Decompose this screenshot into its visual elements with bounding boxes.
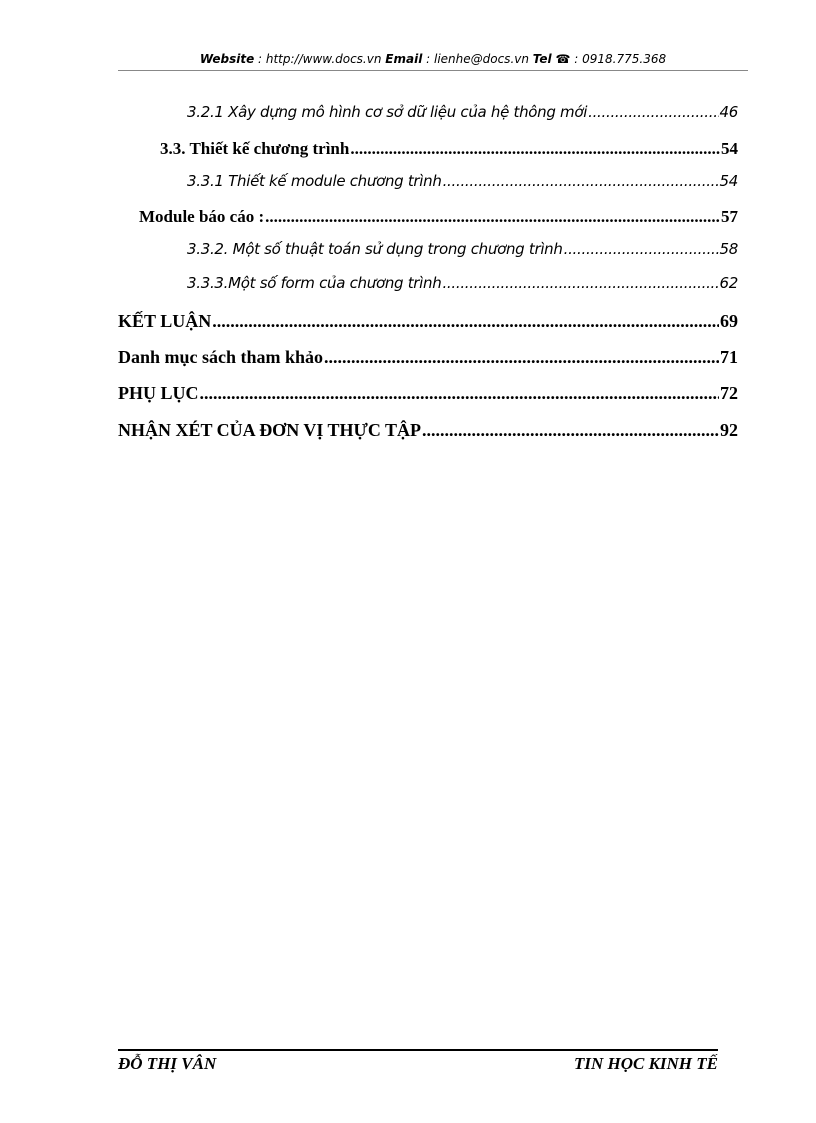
toc-entry-title: 3.2.1 Xây dựng mô hình cơ sở dữ liệu của hệ thông mới	[187, 103, 588, 121]
toc-entry-page: 71	[720, 347, 738, 367]
toc-entry-title: KẾT LUẬN	[118, 311, 212, 331]
email-address: : lienhe@docs.vn	[422, 52, 533, 66]
toc-entry-page: 54	[721, 139, 738, 158]
toc-entry[interactable]	[187, 103, 738, 121]
toc-leader-dots	[588, 103, 718, 121]
toc-entry-title: PHỤ LỤC	[118, 383, 199, 403]
toc-entry-page: 46	[719, 103, 738, 121]
toc-entry[interactable]	[118, 420, 738, 441]
toc-entry-page: 57	[721, 207, 738, 226]
toc-entry[interactable]	[118, 311, 738, 332]
toc-entry-page: 54	[719, 172, 738, 190]
toc-leader-dots	[442, 274, 718, 292]
toc-leader-dots	[200, 383, 720, 404]
website-url: : http://www.docs.vn	[254, 52, 386, 66]
toc-entry-title: NHẬN XÉT CỦA ĐƠN VỊ THỰC TẬP	[118, 420, 422, 440]
phone-icon: ☎	[555, 52, 571, 66]
toc-entry-title: 3.3.1 Thiết kế module chương trình	[187, 172, 442, 190]
toc-entry[interactable]	[187, 240, 738, 258]
toc-entry-page: 62	[719, 274, 738, 292]
toc-leader-dots	[324, 347, 719, 368]
toc-entry-title: Danh mục sách tham khảo	[118, 347, 324, 367]
toc-entry-page: 69	[720, 311, 738, 331]
toc-leader-dots	[350, 139, 720, 159]
toc-entry-title: Module báo cáo :	[139, 207, 265, 226]
toc-entry[interactable]	[139, 207, 738, 227]
footer-department: TIN HỌC KINH TẾ	[573, 1054, 718, 1073]
toc-entry-title: 3.3. Thiết kế chương trình	[160, 139, 350, 158]
toc-leader-dots	[443, 172, 719, 190]
footer-author: ĐỖ THỊ VÂN	[118, 1054, 217, 1073]
toc-entry[interactable]	[118, 347, 738, 368]
page-header	[118, 50, 748, 68]
toc-leader-dots	[212, 311, 719, 332]
tel-label: Tel	[532, 52, 552, 66]
toc-entry[interactable]	[187, 274, 738, 292]
toc-entry[interactable]	[187, 172, 738, 190]
toc-entry-page: 92	[720, 420, 738, 440]
email-label: Email	[385, 52, 423, 66]
toc-entry-title: 3.3.3.Một số form của chương trình	[187, 274, 442, 292]
tel-number: : 0918.775.368	[570, 52, 667, 66]
website-label: Website	[199, 52, 255, 66]
toc-entry-page: 72	[720, 383, 738, 403]
toc-leader-dots	[564, 240, 719, 258]
toc-leader-dots	[422, 420, 719, 441]
header-divider	[118, 70, 748, 71]
toc-entry[interactable]	[160, 139, 738, 159]
toc-entry[interactable]	[118, 383, 738, 404]
toc-leader-dots	[265, 207, 720, 227]
toc-entry-title: 3.3.2. Một số thuật toán sử dụng trong chương trình	[187, 240, 563, 258]
toc-entry-page: 58	[719, 240, 738, 258]
footer-divider	[118, 1049, 718, 1051]
